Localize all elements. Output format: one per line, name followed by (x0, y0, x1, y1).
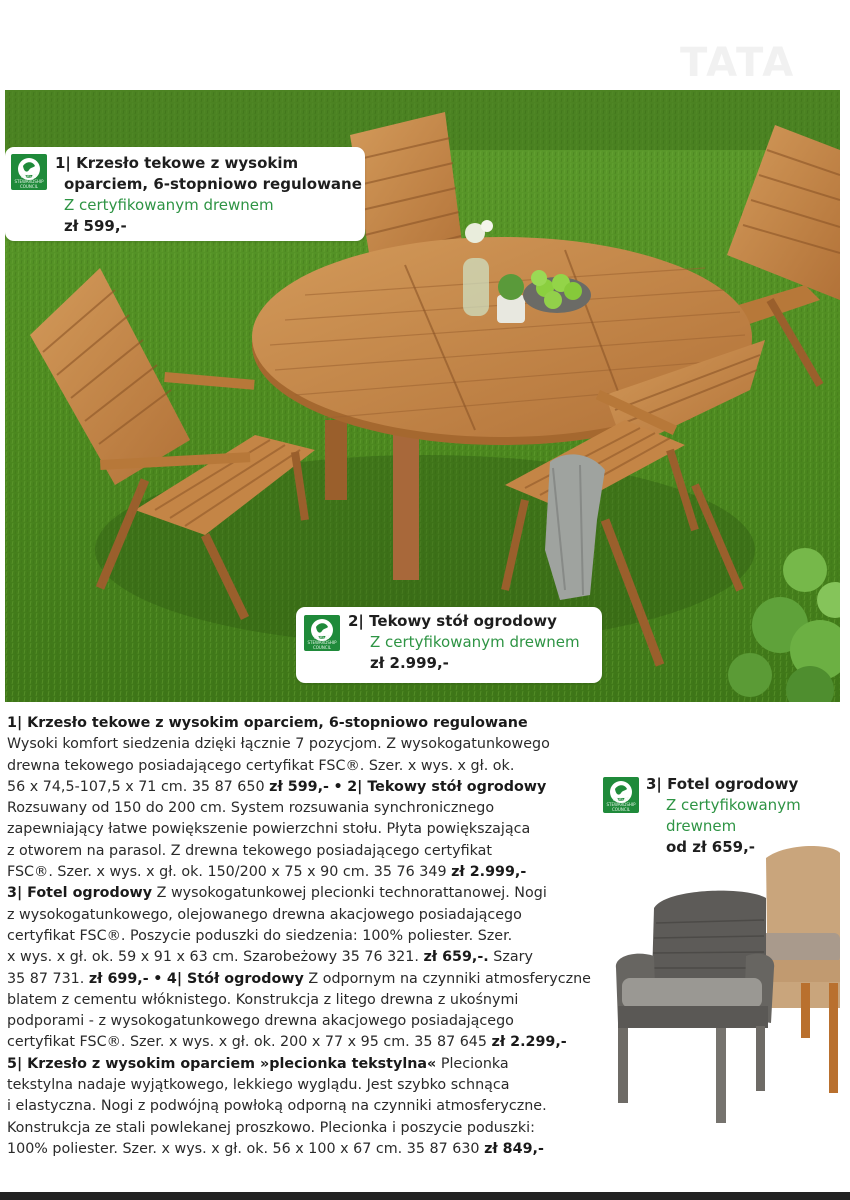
desc-separator: • (153, 970, 163, 987)
desc-price: zł 659,-. (423, 949, 489, 966)
desc-line: x wys. x gł. ok. 59 x 91 x 63 cm. Szarobeżowy 35 76 321. (7, 949, 419, 966)
desc-line: zapewniający łatwe powiększenie powierzchni stołu. Płyta powiększająca (7, 821, 531, 838)
desc-title-1: 1| Krzesło tekowe z wysokim oparciem, 6-stopniowo regulowane (7, 715, 528, 731)
desc-separator: • (333, 778, 343, 795)
callout-price: zł 2.999,- (370, 654, 449, 672)
desc-line: certyfikat FSC®. Szer. x wys. x gł. ok. 200 x 77 x 95 cm. 35 87 645 (7, 1034, 487, 1051)
desc-price: zł 699,- (88, 970, 149, 987)
desc-line: FSC®. Szer. x wys. x gł. ok. 150/200 x 75 x 90 cm. 35 76 349 (7, 864, 447, 881)
desc-line: i elastyczna. Nogi z podwójną powłoką odporną na czynniki atmosferyczne. (7, 1098, 547, 1115)
callout-price: od zł 659,- (666, 838, 756, 856)
desc-line: 100% poliester. Szer. x wys. x gł. ok. 56 x 100 x 67 cm. 35 87 630 (7, 1140, 480, 1157)
product-descriptions (7, 713, 607, 1160)
desc-line: Z odpornym na czynniki atmosferyczne (308, 970, 591, 987)
armchair-grey (616, 891, 774, 1123)
fsc-logo-icon: FOREST STEWARDSHIP COUNCIL (304, 615, 340, 651)
faded-header-text: TATA (680, 40, 796, 86)
callout-certificate-line2: drewnem (666, 817, 737, 835)
desc-line: podporami - z wysokogatunkowego drewna akacjowego posiadającego (7, 1013, 514, 1030)
fsc-logo-icon: FOREST STEWARDSHIP COUNCIL (11, 154, 47, 190)
desc-line: Z wysokogatunkowej plecionki technorattanowej. Nogi (156, 885, 547, 902)
callout-price: zł 599,- (64, 217, 127, 235)
desc-line: blatem z cementu włóknistego. Konstrukcja z litego drewna z ukośnymi (7, 991, 519, 1008)
desc-line: Konstrukcja ze stali powlekanej proszkowo. Plecionka i poszycie poduszki: (7, 1119, 535, 1136)
desc-line: Rozsuwany od 150 do 200 cm. System rozsuwania synchronicznego (7, 800, 495, 817)
product-photo-teak-dining-set (5, 90, 840, 702)
callout-certificate: Z certyfikowanym drewnem (64, 196, 274, 214)
callout-title-line2: oparciem, 6-stopniowo regulowane (64, 175, 362, 193)
callout-title: Krzesło tekowe z wysokim (76, 154, 299, 172)
desc-line: Szary (493, 949, 533, 966)
desc-line: 35 87 731. (7, 970, 85, 987)
desc-title-4: 4| Stół ogrodowy (166, 970, 304, 987)
desc-line: certyfikat FSC®. Poszycie poduszki do siedzenia: 100% poliester. Szer. (7, 927, 513, 944)
desc-title-5: 5| Krzesło z wysokim oparciem »plecionka tekstylna« (7, 1055, 437, 1072)
callout-chair (5, 147, 365, 241)
callout-title: Tekowy stół ogrodowy (369, 612, 557, 630)
fsc-logo-icon: FOREST STEWARDSHIP COUNCIL (603, 777, 639, 813)
callout-number: 1| (55, 154, 71, 172)
desc-title-3: 3| Fotel ogrodowy (7, 885, 153, 902)
callout-number: 3| (646, 775, 662, 793)
desc-title-2: 2| Tekowy stół ogrodowy (347, 778, 547, 795)
desc-price: zł 599,- (269, 778, 329, 795)
desc-line: drewna tekowego posiadającego certyfikat FSC®. Szer. x wys. x gł. ok. (7, 757, 515, 774)
desc-line: Wysoki komfort siedzenia dzięki łącznie 7 pozycjom. Z wysokogatunkowego (7, 736, 550, 753)
page-bottom-edge (0, 1192, 850, 1200)
desc-price: zł 2.299,- (491, 1034, 567, 1051)
callout-title: Fotel ogrodowy (667, 775, 799, 793)
desc-line: Plecionka (440, 1055, 509, 1072)
callout-number: 2| (348, 612, 364, 630)
callout-table (296, 607, 602, 683)
desc-line: z otworem na parasol. Z drewna tekowego posiadającego certyfikat (7, 842, 492, 859)
desc-line: 56 x 74,5-107,5 x 71 cm. 35 87 650 (7, 778, 265, 795)
armchair-photos (596, 838, 840, 1138)
callout-certificate: Z certyfikowanym (666, 796, 801, 814)
desc-price: zł 849,- (484, 1140, 544, 1157)
desc-price: zł 2.999,- (451, 864, 527, 881)
callout-certificate: Z certyfikowanym drewnem (370, 633, 580, 651)
desc-line: tekstylna nadaje wyjątkowego, lekkiego wyglądu. Jest szybko schnąca (7, 1077, 510, 1094)
desc-line: z wysokogatunkowego, olejowanego drewna akacjowego posiadającego (7, 906, 522, 923)
